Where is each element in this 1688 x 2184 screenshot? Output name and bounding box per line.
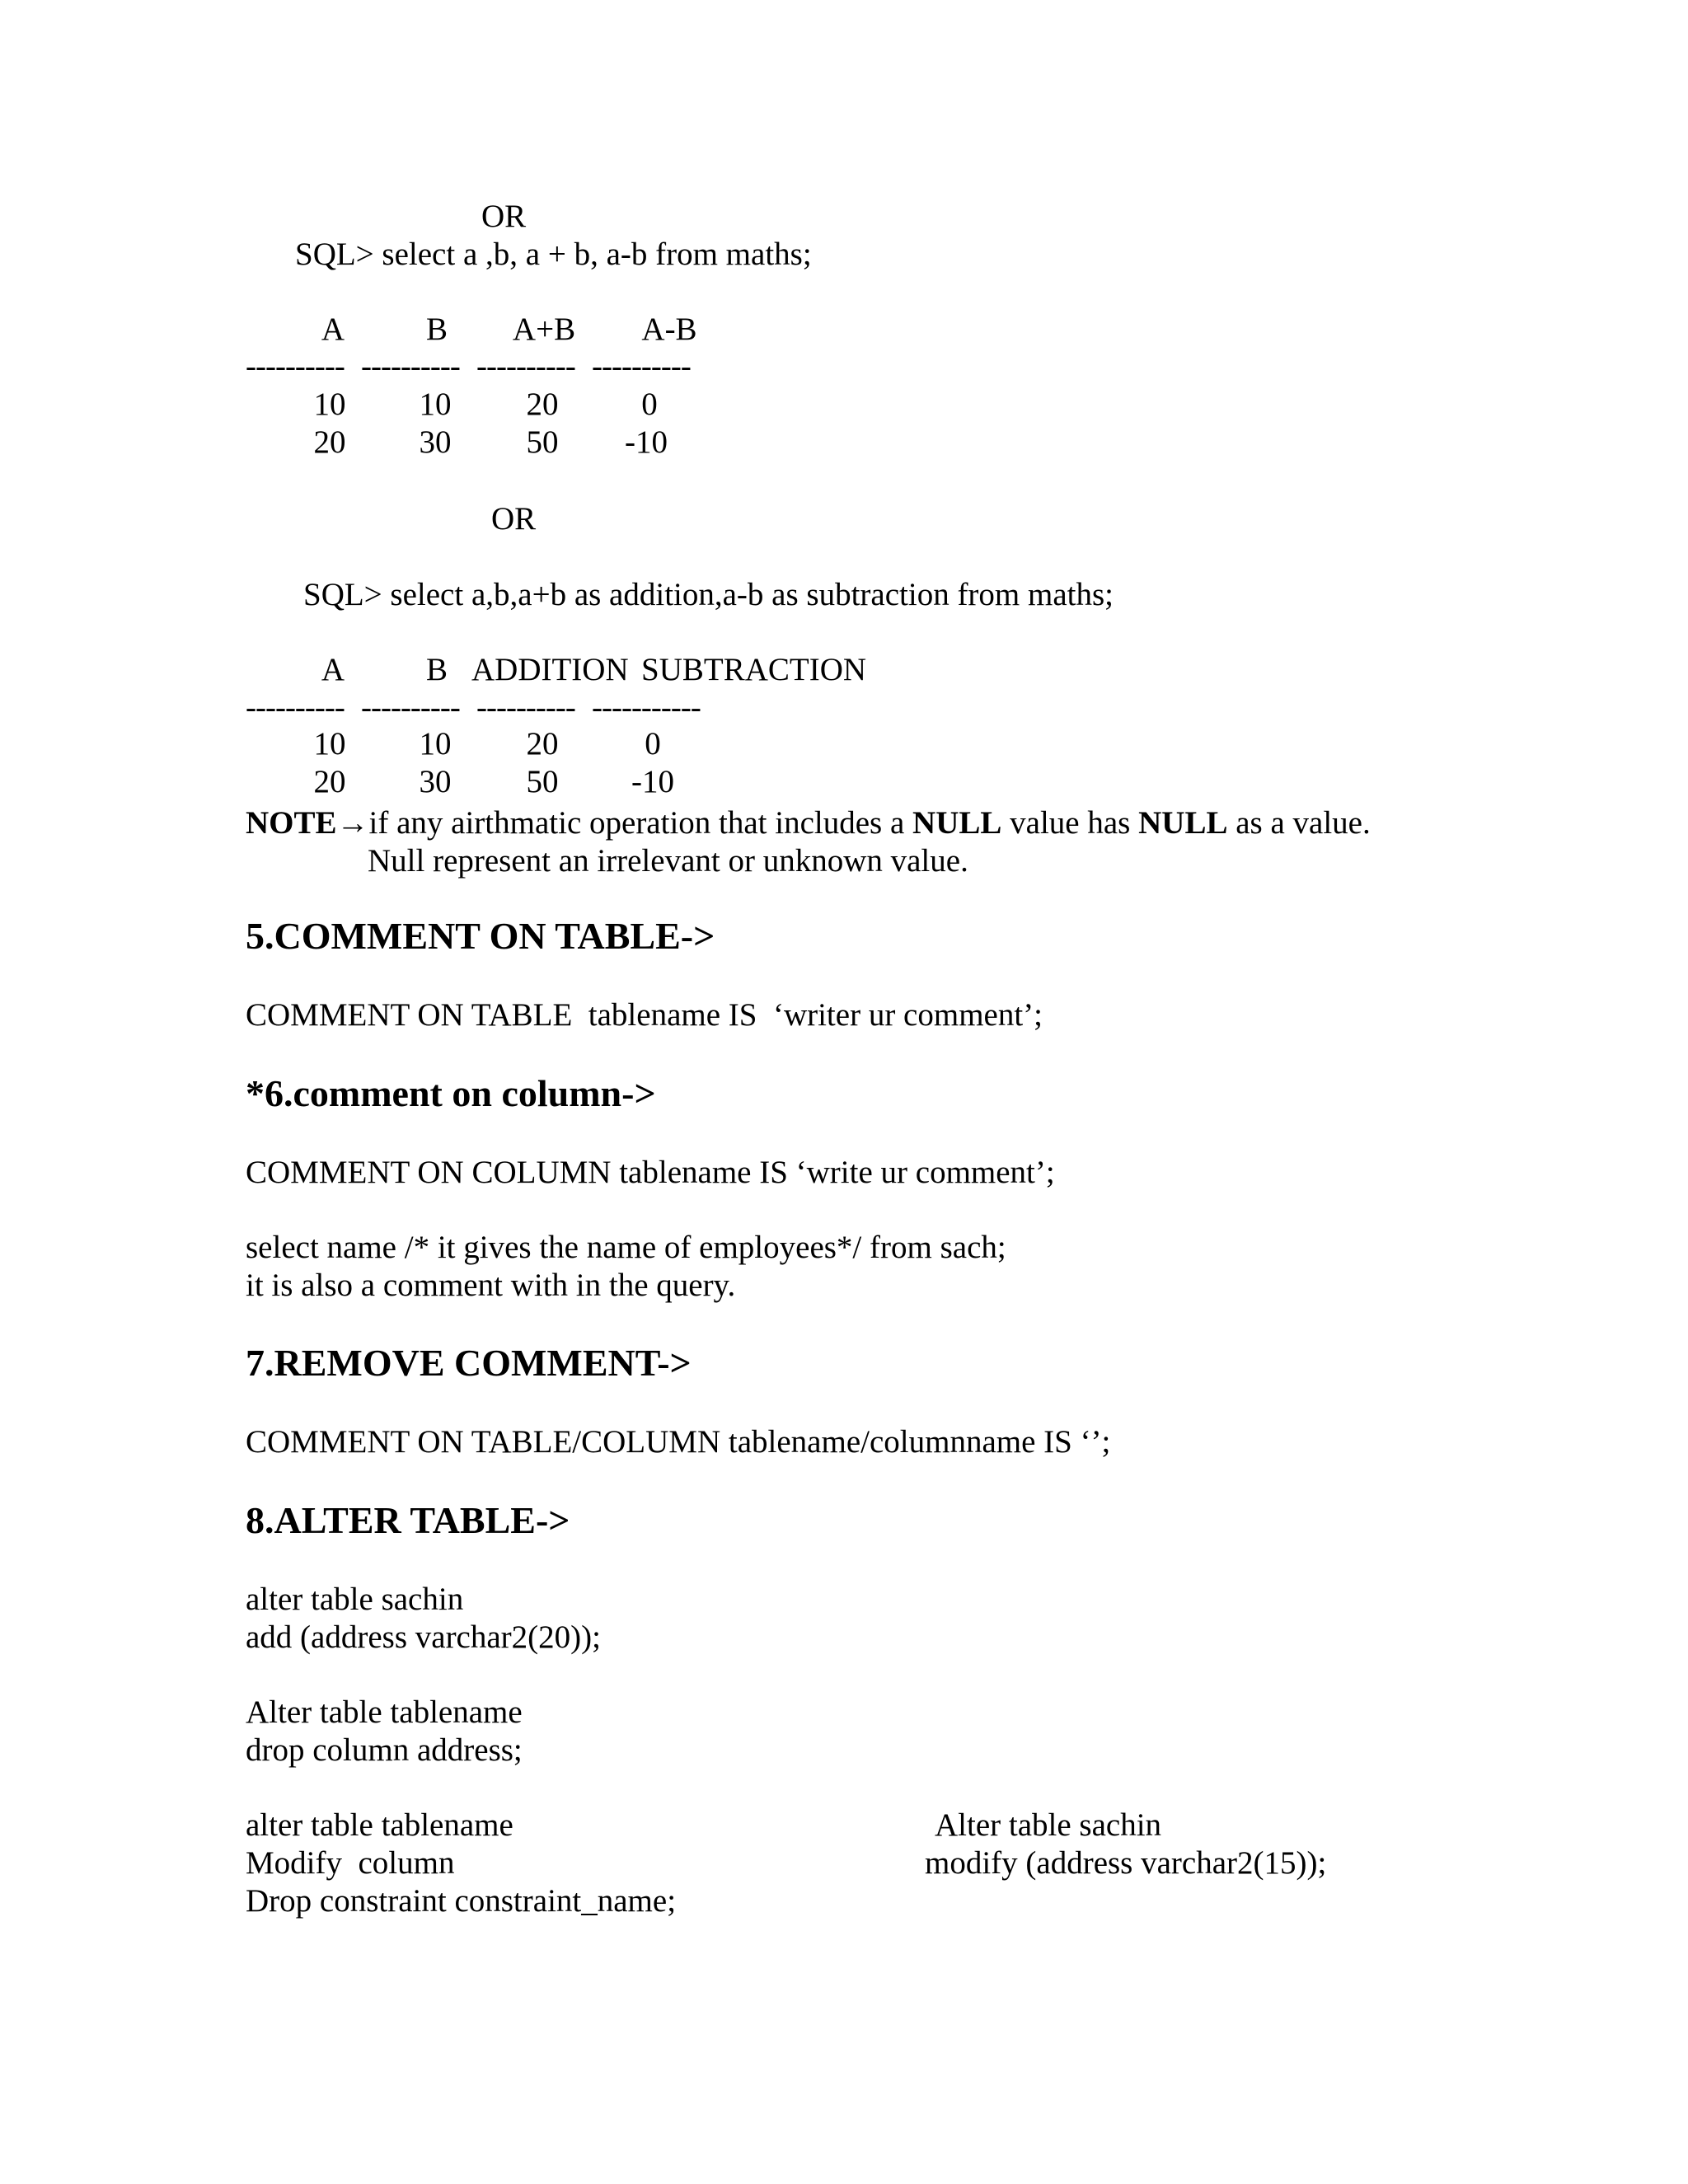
inline-comment-note: it is also a comment with in the query. bbox=[246, 1268, 736, 1303]
table-2-cell: 20 bbox=[313, 764, 346, 799]
heading-comment-on-table: 5.COMMENT ON TABLE-> bbox=[246, 915, 715, 957]
table-2-header-addition: ADDITION bbox=[471, 652, 629, 687]
table-2-cell: 10 bbox=[313, 726, 346, 762]
note-line-1 bbox=[246, 804, 1371, 842]
table-1-cell: 0 bbox=[641, 387, 658, 422]
table-1-header-sum: A+B bbox=[512, 312, 576, 347]
table-2-cell: 50 bbox=[526, 764, 559, 799]
table-2-header-b: B bbox=[425, 652, 448, 687]
comment-on-column-syntax: COMMENT ON COLUMN tablename IS ‘write ur comment’; bbox=[246, 1155, 1055, 1190]
alter-drop-line-1: Alter table tablename bbox=[246, 1694, 523, 1730]
table-1-dash-1: ---------- bbox=[246, 349, 345, 384]
table-1-cell: 30 bbox=[419, 424, 452, 460]
alter-add-line-1: alter table sachin bbox=[246, 1582, 464, 1617]
table-1-cell: 10 bbox=[313, 387, 346, 422]
alter-modify-line-2: Modify column bbox=[246, 1845, 455, 1881]
remove-comment-syntax: COMMENT ON TABLE/COLUMN tablename/columnname IS ‘’; bbox=[246, 1424, 1111, 1460]
alter-drop-line-2: drop column address; bbox=[246, 1732, 523, 1768]
alter-add-line-2: add (address varchar2(20)); bbox=[246, 1619, 601, 1655]
table-2-cell: 20 bbox=[526, 726, 559, 762]
table-1-cell: 10 bbox=[419, 387, 452, 422]
or-label-1: OR bbox=[481, 199, 527, 234]
or-label-2: OR bbox=[491, 501, 537, 537]
table-1-dash-3: ---------- bbox=[476, 349, 575, 384]
table-2-dash-4: ----------- bbox=[592, 690, 701, 725]
comment-on-table-syntax: COMMENT ON TABLE tablename IS ‘writer ur comment’; bbox=[246, 997, 1043, 1033]
table-1-header-b: B bbox=[425, 312, 448, 347]
table-1-cell: 20 bbox=[526, 387, 559, 422]
table-2-dash-1: ---------- bbox=[246, 690, 345, 725]
table-2-header-a: A bbox=[321, 652, 345, 687]
table-1-cell: 20 bbox=[313, 424, 346, 460]
note-label: NOTE bbox=[246, 805, 337, 841]
note-line-2: Null represent an irrelevant or unknown value. bbox=[368, 843, 968, 879]
alter-modify-line-3: Drop constraint constraint_name; bbox=[246, 1883, 677, 1919]
note-text-2: value has bbox=[1001, 805, 1139, 841]
table-1-cell: 50 bbox=[526, 424, 559, 460]
inline-comment-example: select name /* it gives the name of employees*/ from sach; bbox=[246, 1230, 1006, 1265]
table-2-header-subtraction: SUBTRACTION bbox=[641, 652, 867, 687]
arrow-icon: → bbox=[336, 805, 369, 841]
table-1-cell: -10 bbox=[625, 424, 668, 460]
table-2-cell: 30 bbox=[419, 764, 452, 799]
table-1-header-a: A bbox=[321, 312, 345, 347]
table-1-dash-4: ---------- bbox=[592, 349, 691, 384]
heading-alter-table: 8.ALTER TABLE-> bbox=[246, 1499, 570, 1541]
heading-remove-comment: 7.REMOVE COMMENT-> bbox=[246, 1342, 692, 1384]
note-null-2: NULL bbox=[1138, 805, 1228, 841]
alter-right-line-1: Alter table sachin bbox=[935, 1807, 1162, 1843]
sql-query-1: SQL> select a ,b, a + b, a-b from maths; bbox=[295, 237, 812, 272]
note-null-1: NULL bbox=[912, 805, 1002, 841]
table-2-cell: 10 bbox=[419, 726, 452, 762]
note-text-1: if any airthmatic operation that includes a bbox=[368, 805, 913, 841]
table-2-dash-2: ---------- bbox=[361, 690, 460, 725]
table-1-dash-2: ---------- bbox=[361, 349, 460, 384]
sql-query-2: SQL> select a,b,a+b as addition,a-b as subtraction from maths; bbox=[303, 577, 1114, 612]
note-text-3: as a value. bbox=[1227, 805, 1371, 841]
heading-comment-on-column: *6.comment on column-> bbox=[246, 1072, 656, 1114]
alter-right-line-2: modify (address varchar2(15)); bbox=[925, 1845, 1327, 1881]
alter-modify-line-1: alter table tablename bbox=[246, 1807, 513, 1843]
table-1-header-diff: A-B bbox=[641, 312, 697, 347]
table-2-cell: -10 bbox=[631, 764, 674, 799]
table-2-dash-3: ---------- bbox=[476, 690, 575, 725]
table-2-cell: 0 bbox=[645, 726, 661, 762]
